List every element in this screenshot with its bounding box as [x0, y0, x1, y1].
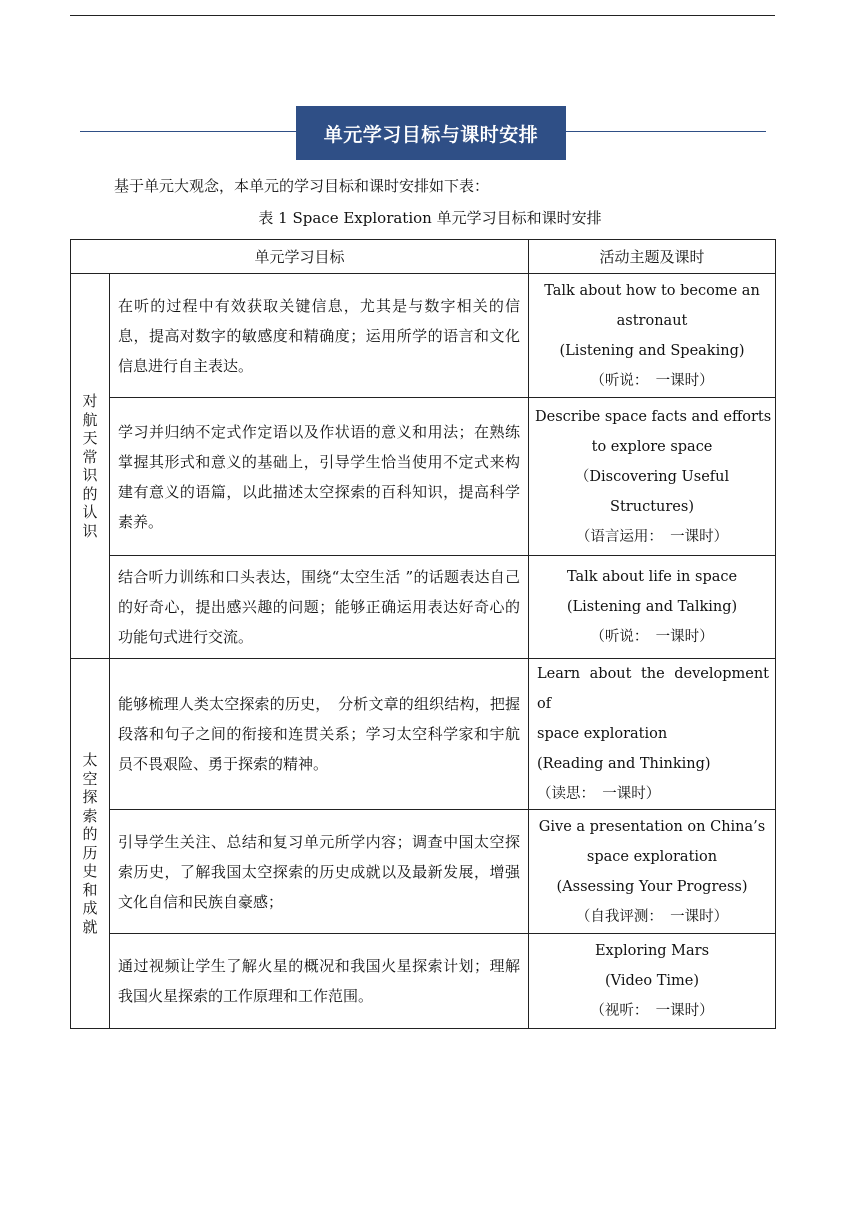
header-activity: 活动主题及课时 [529, 240, 776, 274]
activity-cell: Describe space facts and efforts to explore space （Discovering Useful Structures) （语言运用： 一课时） [529, 398, 776, 556]
table-caption: 表 1 Space Exploration 单元学习目标和课时安排 [258, 209, 602, 227]
category-cell: 对 航 天 常 识 的 认 识 [71, 274, 110, 659]
goal-cell: 通过视频让学生了解火星的概况和我国火星探索计划；理解我国火星探索的工作原理和工作范围。 [110, 934, 529, 1029]
activity-cell: Talk about life in space (Listening and Talking) （听说： 一课时） [529, 556, 776, 659]
goal-cell: 学习并归纳不定式作定语以及作状语的意义和用法；在熟练掌握其形式和意义的基础上，引导学生恰当使用不定式来构建有意义的语篇，以此描述太空探索的百科知识，提高科学素养。 [110, 398, 529, 556]
goal-cell: 结合听力训练和口头表达，围绕“太空生活 ”的话题表达自己的好奇心，提出感兴趣的问题；能够正确运用表达好奇心的功能句式进行交流。 [110, 556, 529, 659]
activity-cell: Exploring Mars (Video Time) （视听： 一课时） [529, 934, 776, 1029]
intro-text: 基于单元大观念，本单元的学习目标和课时安排如下表： [114, 177, 490, 195]
goal-cell: 引导学生关注、总结和复习单元所学内容；调查中国太空探索历史，了解我国太空探索的历史成就以及最新发展，增强文化自信和民族自豪感； [110, 810, 529, 934]
table-row [71, 398, 776, 556]
table-row [71, 556, 776, 659]
table-row [71, 810, 776, 934]
table-header-row [71, 240, 776, 274]
top-rule [70, 15, 775, 16]
table-row [71, 274, 776, 398]
goal-cell: 能够梳理人类太空探索的历史， 分析文章的组织结构，把握段落和句子之间的衔接和连贯关系；学习太空科学家和宇航员不畏艰险、勇于探索的精神。 [110, 659, 529, 810]
activity-cell: Learn about the development of space exploration (Reading and Thinking) （读思： 一课时） [529, 659, 776, 810]
header-goal: 单元学习目标 [71, 240, 529, 274]
activity-cell: Talk about how to become an astronaut (Listening and Speaking) （听说： 一课时） [529, 274, 776, 398]
section-title: 单元学习目标与课时安排 [296, 106, 566, 160]
activity-cell: Give a presentation on China’s space exploration (Assessing Your Progress) （自我评测： 一课时） [529, 810, 776, 934]
category-cell: 太 空 探 索 的 历 史 和 成 就 [71, 659, 110, 1029]
table-row [71, 934, 776, 1029]
schedule-table [70, 239, 776, 1029]
table-row [71, 659, 776, 810]
goal-cell: 在听的过程中有效获取关键信息，尤其是与数字相关的信息，提高对数字的敏感度和精确度；运用所学的语言和文化信息进行自主表达。 [110, 274, 529, 398]
